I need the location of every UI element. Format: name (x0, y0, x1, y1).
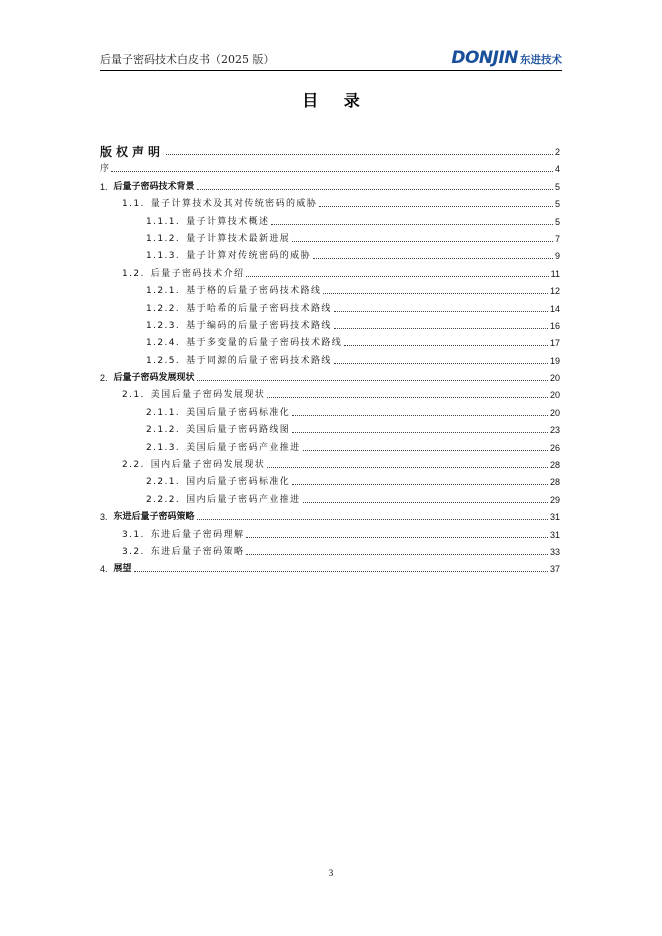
toc-entry-number: 2.1.1. (146, 407, 181, 418)
toc-entry-page: 7 (554, 233, 560, 244)
toc-entry-number: 2.1. (122, 390, 145, 401)
toc-entry[interactable] (100, 332, 560, 349)
toc-entry-number: 2.2.2. (146, 494, 181, 505)
toc-entry-label: 基于格的后量子密码技术路线 (186, 286, 322, 297)
toc-entry[interactable] (100, 367, 560, 384)
toc-entry[interactable] (100, 175, 560, 192)
toc-dot-leader (111, 171, 553, 172)
toc-entry[interactable] (100, 280, 560, 297)
toc-entry-label: 国内后量子密码产业推进 (186, 494, 301, 505)
toc-entry-label: 基于同源的后量子密码技术路线 (186, 355, 332, 366)
toc-entry-number: 1.2.1. (146, 286, 181, 297)
toc-entry-number: 1.2.4. (146, 338, 181, 349)
toc-entry-label: 基于哈希的后量子密码技术路线 (186, 303, 332, 314)
logo-wordmark: DONJIN (451, 48, 518, 68)
toc-entry-label: 美国后量子密码发展现状 (150, 390, 266, 401)
toc-heading: 目 录 (302, 91, 370, 110)
toc-entry-number: 3. (100, 512, 108, 523)
toc-dot-leader (303, 502, 548, 503)
toc-entry-label: 量子计算技术概述 (186, 216, 270, 227)
toc-entry-label: 量子计算技术及其对传统密码的威胁 (150, 199, 318, 210)
toc-entry-label: 后量子密码技术背景 (113, 181, 195, 192)
toc-dot-leader (134, 571, 548, 572)
toc-entry-page: 5 (554, 216, 560, 227)
toc-entry[interactable] (100, 245, 560, 262)
toc-dot-leader (166, 154, 553, 155)
toc-dot-leader (334, 311, 548, 312)
toc-entry[interactable] (100, 541, 560, 558)
toc-entry[interactable] (100, 523, 560, 540)
toc-entry-label: 序 (100, 164, 110, 175)
toc-entry-number: 1.1.3. (146, 251, 181, 262)
table-of-contents (100, 140, 560, 575)
toc-entry-number: 1. (100, 181, 108, 192)
toc-entry-page: 11 (550, 268, 560, 279)
toc-entry-page: 33 (549, 546, 560, 557)
toc-entry-label: 东进后量子密码策略 (150, 546, 245, 557)
toc-entry[interactable] (100, 349, 560, 366)
toc-entry[interactable] (100, 401, 560, 418)
toc-entry-number: 3.1. (122, 529, 145, 540)
toc-entry-page: 19 (549, 355, 560, 366)
toc-entry[interactable] (100, 297, 560, 314)
toc-dot-leader (267, 397, 548, 398)
toc-entry-label: 量子计算对传统密码的威胁 (186, 251, 311, 262)
toc-dot-leader (292, 241, 553, 242)
toc-entry-page: 14 (549, 303, 560, 314)
toc-entry-number: 2.2.1. (146, 477, 181, 488)
toc-entry-label: 美国后量子密码产业推进 (186, 442, 301, 453)
toc-entry-label: 美国后量子密码路线图 (186, 425, 291, 436)
toc-entry-label: 量子计算技术最新进展 (186, 233, 291, 244)
toc-entry-page: 12 (549, 286, 560, 297)
toc-entry-page: 28 (549, 460, 560, 471)
toc-entry-page: 20 (549, 373, 560, 384)
toc-entry-number: 2.2. (122, 460, 145, 471)
toc-dot-leader (197, 519, 548, 520)
toc-entry-number: 1.1.1. (146, 216, 181, 227)
toc-dot-leader (344, 345, 548, 346)
toc-entry-label: 国内后量子密码发展现状 (150, 460, 266, 471)
toc-entry-label: 基于编码的后量子密码技术路线 (186, 320, 332, 331)
toc-entry-number: 2. (100, 373, 108, 384)
page-number: 3 (328, 868, 334, 878)
toc-entry[interactable] (100, 419, 560, 436)
header-title: 后量子密码技术白皮书（2025 版） (100, 53, 275, 66)
toc-entry-page: 16 (549, 320, 560, 331)
toc-entry[interactable] (100, 471, 560, 488)
toc-entry-page: 2 (554, 147, 560, 157)
toc-entry[interactable] (100, 210, 560, 227)
toc-entry-page: 23 (549, 425, 560, 436)
toc-entry-number: 3.2. (122, 546, 145, 557)
toc-entry-page: 17 (549, 338, 560, 349)
toc-entry[interactable] (100, 262, 560, 279)
toc-dot-leader (334, 363, 548, 364)
toc-entry[interactable] (100, 140, 560, 158)
logo-chinese-name: 东进技术 (520, 54, 562, 66)
toc-entry-number: 1.1.2. (146, 233, 181, 244)
toc-entry-label: 东进后量子密码策略 (113, 512, 195, 523)
toc-entry-label: 东进后量子密码理解 (150, 529, 245, 540)
toc-entry-page: 29 (549, 494, 560, 505)
toc-entry-number: 4. (100, 564, 108, 575)
toc-entry[interactable] (100, 506, 560, 523)
toc-entry-label: 后量子密码发展现状 (113, 373, 195, 384)
toc-entry-label: 展望 (113, 564, 132, 575)
toc-dot-leader (267, 467, 548, 468)
toc-entry-label: 版权声明 (100, 145, 165, 159)
toc-entry-label: 后量子密码技术介绍 (150, 268, 245, 279)
toc-entry-number: 1.2.3. (146, 320, 181, 331)
toc-entry[interactable] (100, 488, 560, 505)
toc-entry-number: 1.1. (122, 199, 145, 210)
toc-entry-page: 20 (549, 407, 560, 418)
toc-dot-leader (271, 224, 553, 225)
toc-entry[interactable] (100, 384, 560, 401)
toc-entry-page: 20 (549, 390, 560, 401)
toc-entry-label: 基于多变量的后量子密码技术路线 (186, 338, 343, 349)
toc-dot-leader (303, 450, 548, 451)
toc-entry-page: 9 (554, 251, 560, 262)
toc-entry[interactable] (100, 228, 560, 245)
toc-dot-leader (292, 415, 548, 416)
toc-entry-number: 1.2. (122, 268, 145, 279)
toc-entry[interactable] (100, 315, 560, 332)
toc-dot-leader (197, 380, 548, 381)
toc-entry-number: 1.2.2. (146, 303, 181, 314)
toc-entry[interactable] (100, 436, 560, 453)
toc-entry-page: 5 (554, 199, 560, 210)
toc-entry-page: 5 (554, 181, 560, 192)
toc-entry-label: 国内后量子密码标准化 (186, 477, 291, 488)
toc-entry-label: 美国后量子密码标准化 (186, 407, 291, 418)
toc-dot-leader (246, 276, 548, 277)
toc-entry-number: 2.1.2. (146, 425, 181, 436)
toc-dot-leader (246, 537, 548, 538)
toc-entry-number: 1.2.5. (146, 355, 181, 366)
toc-entry[interactable] (100, 193, 560, 210)
toc-entry-number: 2.1.3. (146, 442, 181, 453)
toc-entry-page: 28 (549, 477, 560, 488)
toc-entry-page: 4 (554, 164, 560, 175)
toc-dot-leader (292, 432, 548, 433)
toc-entry[interactable] (100, 558, 560, 575)
toc-dot-leader (292, 484, 548, 485)
toc-dot-leader (323, 293, 548, 294)
toc-dot-leader (319, 206, 553, 207)
donjin-logo (451, 50, 562, 67)
toc-entry-page: 31 (549, 529, 560, 540)
toc-entry[interactable] (100, 454, 560, 471)
toc-dot-leader (313, 258, 553, 259)
toc-dot-leader (197, 189, 553, 190)
toc-dot-leader (334, 328, 548, 329)
toc-entry-page: 31 (549, 512, 560, 523)
toc-entry-page: 26 (549, 442, 560, 453)
toc-dot-leader (246, 554, 548, 555)
toc-entry[interactable] (100, 158, 560, 175)
page-header (100, 44, 562, 71)
toc-entry-page: 37 (549, 564, 560, 575)
